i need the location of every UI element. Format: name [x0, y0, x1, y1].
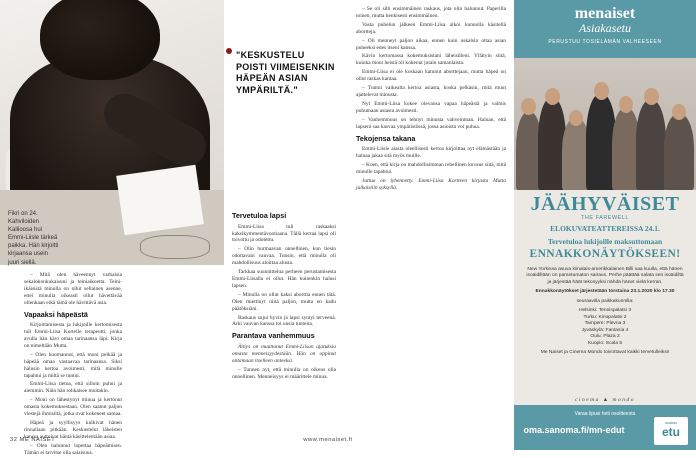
- figure-1-head: [521, 98, 536, 115]
- paragraph: Häpeä ja syyllisyys kulkivat hänen rinnallaan pitkään. Keskustelut läheisten kanssa auttoivat häntä käsittelemään asiaa.: [24, 419, 122, 440]
- figure-5-head: [619, 96, 633, 113]
- doodle-drawing: [140, 235, 210, 259]
- paragraph: – Minulla on ollut kaksi aborttia ennen tätä. Olen miettinyt niitä paljon, mutta en kadu päätöksiäni.: [232, 291, 336, 312]
- location-item: Helsinki: Tennispalatsi 3: [578, 308, 632, 314]
- paragraph: Kävin kertomassa kokemuksistani läheisilleni. Yllätyin siitä, kuinka moni heistä oli kokenut jotain samanlaista.: [356, 53, 506, 67]
- paragraph: – Moni on lähestynyt minua ja kertonut omasta kokemuksestaan. Olen saanut paljon viestejä ihmisiltä, jotka ovat kokeneet samaa.: [24, 397, 122, 418]
- article-column-3: [356, 6, 506, 194]
- paragraph: – Tunnen nyt, että minulla on oikeus olla onnellinen. Menneisyys ei määrittele minua.: [232, 366, 336, 380]
- ad-header: [514, 0, 696, 58]
- ad-invite: Tervetuloa lukijoille maksuttomaan: [547, 237, 663, 246]
- ad-description: New Yorkissa asuva kiinalais-amerikkalainen Billi saa kuulla, että hänen isoäidillään on parantumaton sairaus. Perhe päättää salata sen isoäidiltä ja järjestää häät tekosyyksi nähdä hänet vielä kerran.: [526, 267, 684, 285]
- paragraph: – Olen halunnut lopettaa häpeämisen. Tämän ei tarvitse olla salaisuus.: [24, 442, 122, 456]
- footer-url-link[interactable]: oma.sanoma.fi/mn-edut: [523, 425, 625, 435]
- figure-6: [636, 100, 666, 190]
- location-item: Tampere: Plevna 3: [584, 321, 626, 327]
- paragraph: – Tuntui vaikealta kertoa asiasta, koska pelkäsin, mitä muut ajattelevat minusta.: [356, 85, 506, 98]
- subheading: Tervetuloa lapsi: [232, 211, 287, 220]
- paragraph: Kirjoittamisesta ja lukijoille kertomisesta tuli Emmi-Liisa Kortelle terapeutti, jonka avulla hän kävi omaa tarinaansa läpi. Kirja on nimeltään Mutta.: [24, 322, 122, 349]
- portrait-photo: [0, 0, 224, 265]
- paragraph: Juttua on lyhennetty. Emmi-Liisa Kortteen kirjasta Mutta julkaistiin syksyllä.: [356, 177, 506, 191]
- figure-3-head: [569, 110, 583, 126]
- ad-locations-title: seuraavilla paikkakunnilla:: [576, 298, 634, 304]
- paragraph: Raskaus sujui hyvin ja lapsi syntyi terveenä. Arki vauvan kanssa toi uusia tunteita.: [232, 314, 336, 328]
- paragraph: – Olin hurmaavan onnellinen, kun tiesin odottavani vauvaa. Tunsin, että minulla oli mahdollisuus aloittaa alusta.: [232, 246, 336, 267]
- location-item: Oulu: Plaza 2: [590, 334, 620, 340]
- paragraph: Emmi-Liisa ei ole koskaan katunut aborttejaan, mutta häpeä on ollut raskas kantaa.: [356, 69, 506, 83]
- paragraph: – Koen, että kirja on mahdollisimman rehellinen kuvaus siitä, mitä minulle tapahtui.: [356, 161, 506, 175]
- quote-dot-icon: [226, 48, 232, 54]
- paragraph: Emmi-Liisa tuli raskaaksi kaksikymmentävuotiaana. Tällä kertaa lapsi oli toivottu ja odotettu.: [232, 223, 336, 244]
- ad-group-photo: [514, 58, 696, 190]
- etu-small-text: asiakas: [665, 421, 677, 425]
- paragraph: – Oli menneyt paljon aikaa, ennen kuin uskalsin ottaa asian puheeksi edes itseni kanssa.: [356, 37, 506, 51]
- photo-caption: Fikri on 24. Kahviloiden Kallioosa hui Emmi-Liisle tärkeä paikka. Hän kirjoitti kirjaansa usein juuri siellä.: [8, 211, 59, 266]
- person-hair: [40, 0, 160, 80]
- ad-note: Me Naiset ja Cinema Mondo toivottavat kaikki tervetulleiksi!: [540, 350, 670, 356]
- footer-note: Varaa lipusi heti osoitteesta: [574, 411, 636, 417]
- asiakasetu-badge-icon: [654, 417, 688, 445]
- paragraph: Äitiys on muuttanut Emmi-Liisan ajatuksia omasta menneisyydestään. Hän on oppinut antamaan itselleen anteeksi.: [232, 343, 336, 364]
- ad-show-time: Ennakkonäytökset järjestetään torstaina 23.1.2020 klo 17.30: [535, 289, 675, 295]
- location-item: Jyväskylä: Fantasia 4: [581, 327, 629, 333]
- paragraph: – Olen huomannut, että moni pelkää ja häpeää omaa vastaavaa tarinaansa. Siksi halusin kertoa avoimesti, mitä minulle tapahtui ja miltä se tuntui.: [24, 351, 122, 379]
- article-column-1: [24, 272, 122, 458]
- paper-sheet: [116, 165, 204, 236]
- article-column-2: [232, 208, 336, 383]
- figure-4-head: [594, 82, 609, 100]
- paragraph: – Vanhemmuus on tehnyt minusta vahvemman. Haluan, että lapseni saa kasvaa ympäristössä, jossa asioista voi puhua.: [356, 116, 506, 130]
- subheading: Parantava vanhemmuus: [232, 331, 315, 341]
- figure-2-head: [545, 88, 560, 105]
- location-item: Kuopio: Scala 5: [587, 340, 623, 346]
- figure-7-head: [672, 104, 686, 120]
- paragraph: Emmi-Liisle aiasta oleellisesti kertoa kirjoittaa nyt elämästään ja haluaa jakaa sitä myös muille.: [356, 146, 506, 160]
- paragraph: – Mitä olen häveennyt varhaisia sekalokonkukaisuni ja teiniaikoetta. Teini-ikäisistä minulla on ollut sellainen asenne, ettei minulla oikeasti ollut hävettävää ollenkaan eikä tämä ole hävittävä asia.: [24, 272, 122, 306]
- etu-big-text: etu: [662, 424, 680, 439]
- location-item: Turku: Kinopalatsi 2: [583, 314, 627, 320]
- subheading: Tekojensa takana: [356, 133, 416, 143]
- film-subtitle: THE FAREWELL: [581, 215, 629, 221]
- ad-footer: [514, 405, 696, 450]
- page-folio-right: www.menaiset.fi: [303, 437, 353, 444]
- ad-brand-sub: Asiakasetu: [579, 21, 631, 35]
- subheading: Vapaaksi häpeästä: [24, 309, 88, 319]
- advertisement: [514, 0, 696, 450]
- page-folio-left: 32 ME NAISET: [10, 437, 56, 444]
- ad-brand: menaiset: [574, 5, 636, 22]
- ad-brand-tag: PERUSTUU TOSIELÄMÄN VALHEESEEN: [548, 39, 662, 45]
- ad-body: [526, 267, 684, 360]
- paragraph: Nyt Emmi-Liisa kokee olevansa vapaa häpeästä ja valmis puhumaan asiasta avoimesti.: [356, 100, 506, 114]
- figure-6-head: [644, 88, 659, 105]
- left-page: [0, 0, 348, 456]
- paragraph: Emmi-Liisa tietoa, että silloin puhui ja aiemmin. Näin hän rohkaisee muitakin.: [24, 381, 122, 395]
- pull-quote-text: "KESKUSTELU POISTI VIIMEISENKIN HÄPEÄN ASIAN YMPÄRILTÄ.": [236, 50, 335, 96]
- film-title: JÄÄHYVÄISET: [530, 193, 680, 215]
- pull-quote: [236, 50, 336, 97]
- figure-7: [664, 114, 694, 190]
- sponsor-logos: cinema ▲ mondo: [574, 397, 636, 403]
- paragraph: – Se oli silti ensimmäinen raskaus, jota olin halunnut. Paperilla toinen, mutta henkisesti ensimmäinen.: [356, 6, 506, 19]
- film-release-date: ELOKUVATEATTEREISSA 24.1.: [550, 224, 660, 233]
- paragraph: Vasta puhelun jälkeen Emmi-Liisa alkoi kunnolla käsitellä abortteja.: [356, 21, 506, 35]
- paragraph: Tarkkaa suunnittelua perheen perustamisesta Emmi-Liisalla ei ollut. Hän kuitenkin halusi lapsen.: [232, 269, 336, 289]
- ad-headline: ENNAKKONÄYTÖKSEEN!: [529, 248, 681, 260]
